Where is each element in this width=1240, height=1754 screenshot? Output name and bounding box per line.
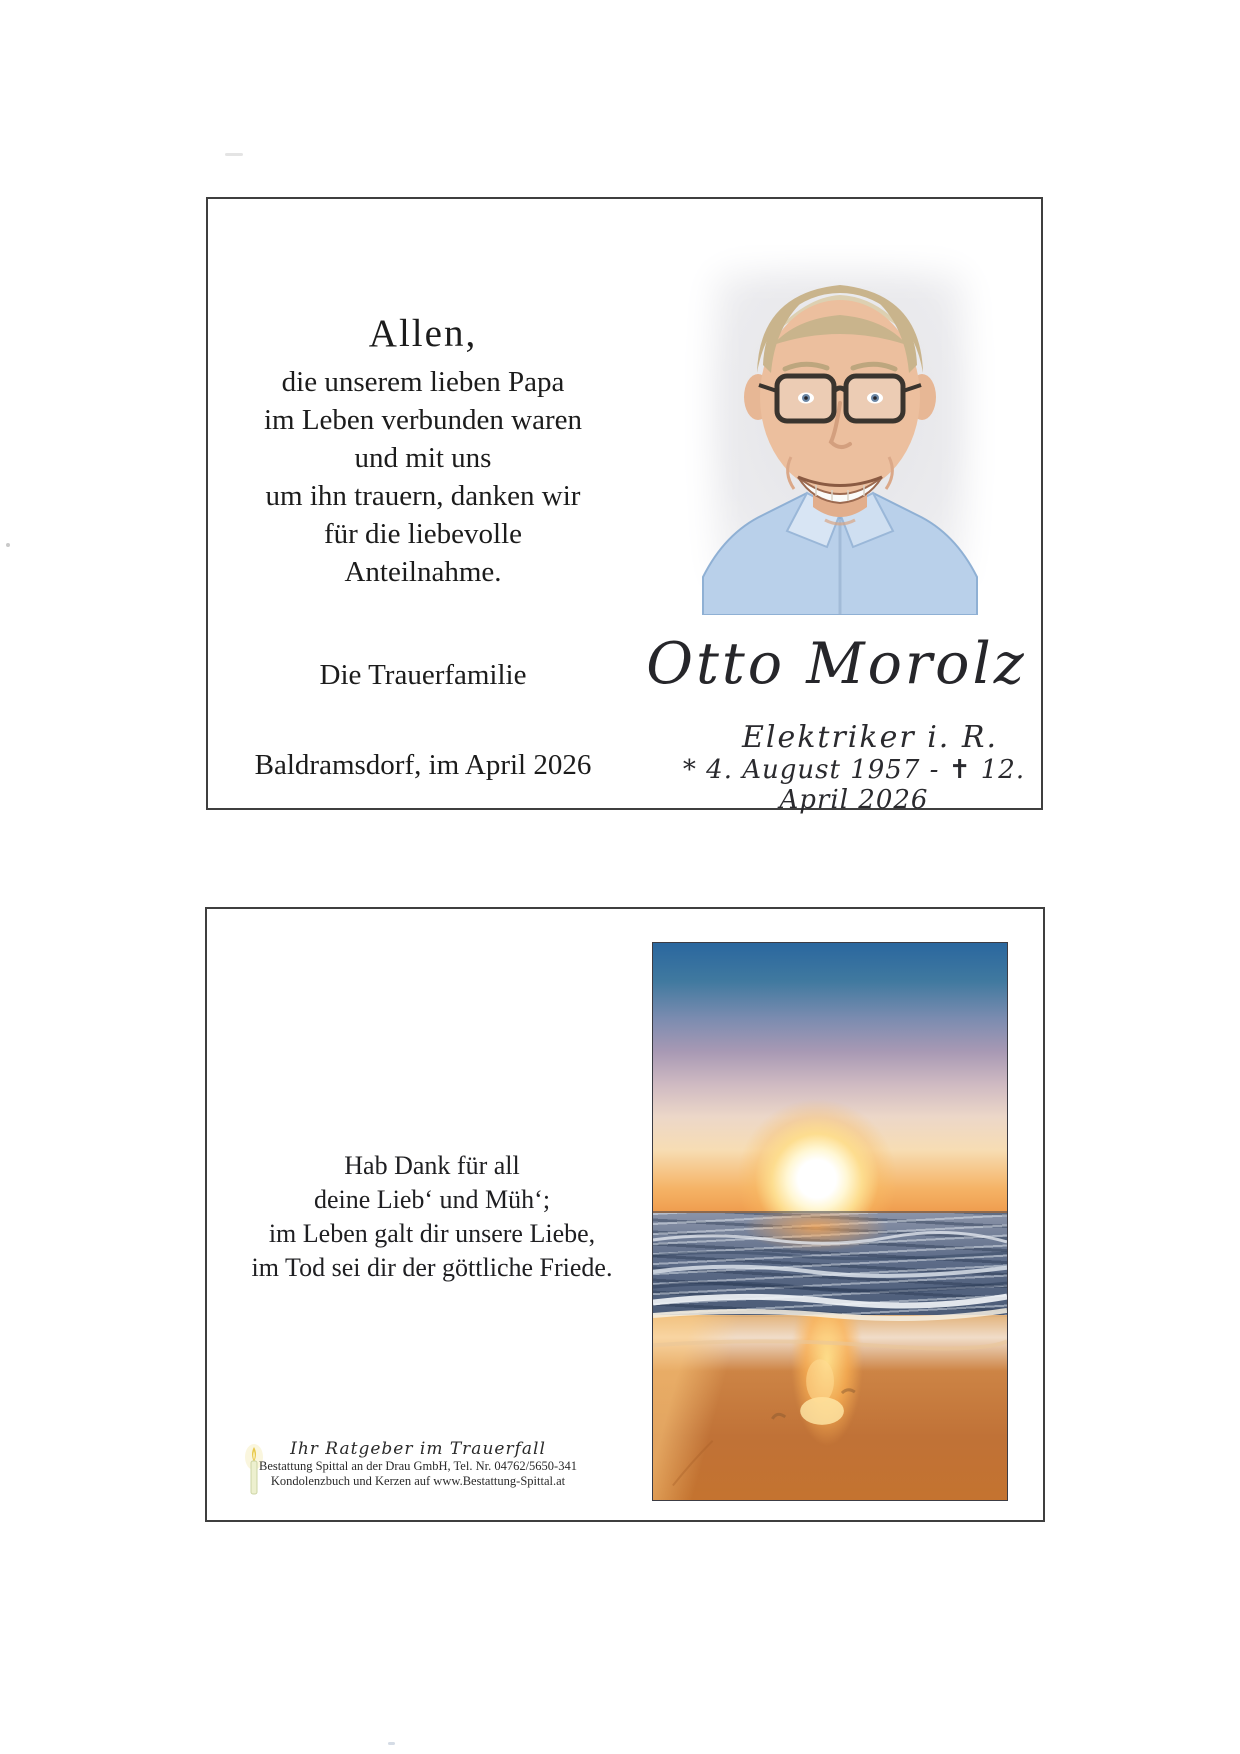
family-signature: Die Trauerfamilie — [319, 659, 527, 691]
thanks-text-block — [222, 311, 624, 591]
scan-artifact-speck — [388, 1742, 395, 1745]
funeral-home-tagline: Ihr Ratgeber im Trauerfall — [290, 1439, 546, 1459]
wave-foam-overlay — [653, 943, 1007, 1500]
funeral-home-condolence-line: Kondolenzbuch und Kerzen auf www.Bestattung-Spittal.at — [270, 1474, 566, 1488]
poem-line: im Leben galt dir unsere Liebe, — [268, 1219, 596, 1248]
memorial-card-back — [205, 907, 1045, 1522]
poem-line: Hab Dank für all — [344, 1151, 520, 1180]
thanks-line: die unserem lieben Papa — [281, 366, 565, 398]
deceased-profession: Elektriker i. R. — [741, 720, 999, 755]
thanks-line: und mit uns — [354, 442, 492, 474]
funeral-home-company-line: Bestattung Spittal an der Drau GmbH, Tel. Nr. 04762/5650-341 — [259, 1459, 577, 1473]
thanks-line: für die liebevolle — [323, 518, 523, 550]
sunset-beach-photo — [652, 942, 1008, 1501]
deceased-life-dates: * 4. August 1957 - ✝ 12. April 2026 — [682, 755, 1026, 815]
place-date-line: Baldramsdorf, im April 2026 — [254, 749, 592, 781]
thanks-heading: Allen, — [368, 312, 478, 355]
scan-artifact-dash — [225, 153, 243, 156]
memorial-poem — [222, 1149, 642, 1285]
deceased-name: Otto Morolz — [646, 631, 1027, 697]
thanks-line: Anteilnahme. — [344, 556, 502, 588]
thanks-line: im Leben verbunden waren — [263, 404, 583, 436]
scan-artifact-dot — [6, 543, 10, 547]
poem-line: deine Lieb‘ und Müh‘; — [313, 1185, 551, 1214]
thanks-line: um ihn trauern, danken wir — [265, 480, 581, 512]
funeral-home-imprint — [237, 1440, 599, 1489]
poem-line: im Tod sei dir der göttliche Friede. — [251, 1253, 613, 1282]
deceased-portrait-photo — [685, 245, 995, 615]
elderly-man-portrait-icon — [685, 245, 995, 615]
memorial-card-front — [206, 197, 1043, 815]
